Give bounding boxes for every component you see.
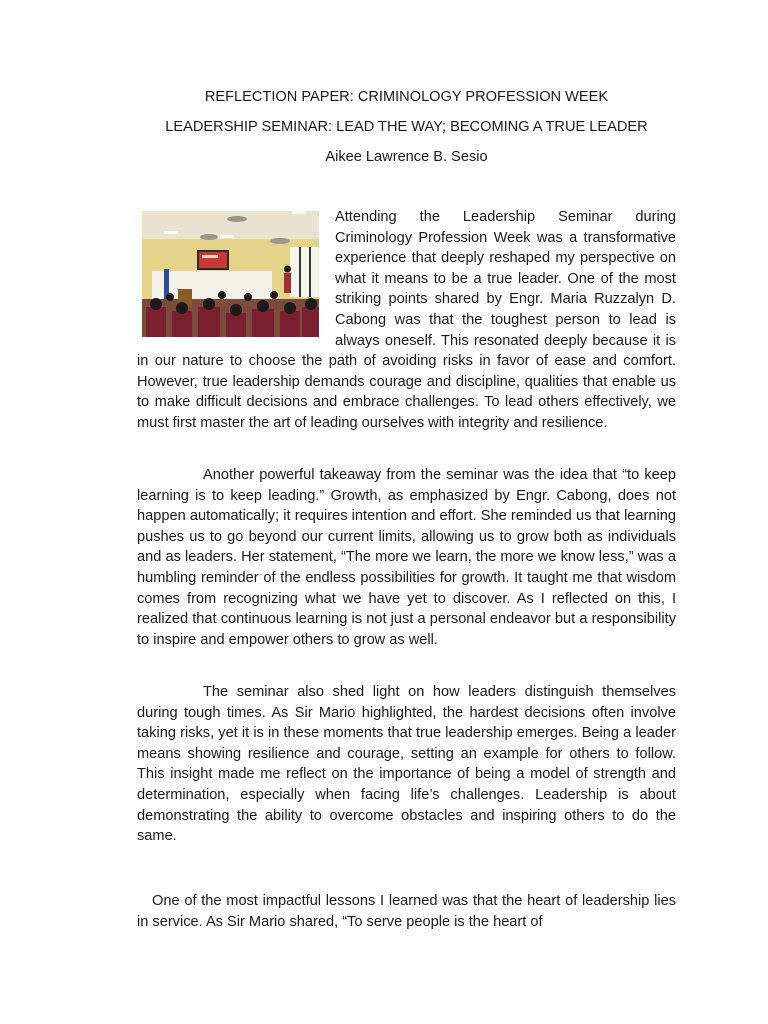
seminar-photo — [142, 211, 319, 337]
document-subtitle: LEADERSHIP SEMINAR: LEAD THE WAY; BECOMING A TRUE LEADER — [165, 119, 648, 135]
document-page — [137, 0, 676, 1024]
paragraph-1-text: Attending the Leadership Seminar during Criminology Profession Week was a transformative experience that deeply reshaped my perspective on what it means to be a true leader. One of the most striking points shared by Engr. Maria Ruzzalyn D. Cabong was that the toughest person to lead is always oneself. This resonated deeply because it is in our nature to choose the path of avoiding risks in favor of ease and comfort. However, true leadership demands courage and discipline, qualities that enable us to make difficult decisions and embrace challenges. To lead others effectively, we must first master the art of leading ourselves with integrity and resilience. — [137, 209, 676, 431]
document-title: REFLECTION PAPER: CRIMINOLOGY PROFESSION WEEK — [204, 89, 609, 105]
paragraph-3: The seminar also shed light on how leaders distinguish themselves during tough times. As Sir Mario highlighted, the hardest decisions often involve taking risks, yet it is in these moments that true leadership emerges. Being a leader means showing resilience and courage, setting an example for others to follow. This insight made me reflect on the importance of being a model of strength and determination, especially when facing life’s challenges. Leadership is about demonstrating the ability to overcome obstacles and inspiring others to do the same. — [137, 684, 676, 845]
paragraph-4: One of the most impactful lessons I learned was that the heart of leadership lies in service. As Sir Mario shared, “To serve people is the heart of — [137, 893, 676, 930]
document-author: Aikee Lawrence B. Sesio — [325, 149, 488, 165]
paragraph-1 — [137, 207, 676, 434]
paragraph-2: Another powerful takeaway from the seminar was the idea that “to keep learning is to keep leading.” Growth, as emphasized by Engr. Cabong, does not happen automatically; it requires intention and effort. She reminded us that learning pushes us to go beyond our current limits, allowing us to grow both as individuals and as leaders. Her statement, “The more we learn, the more we know less,” was a humbling reminder of the endless possibilities for growth. It taught me that wisdom comes from recognizing what we have yet to discover. As I reflected on this, I realized that continuous learning is not just a personal endeavor but a responsibility to inspire and empower others to grow as well. — [137, 467, 676, 648]
seminar-photo-illustration — [142, 211, 319, 337]
